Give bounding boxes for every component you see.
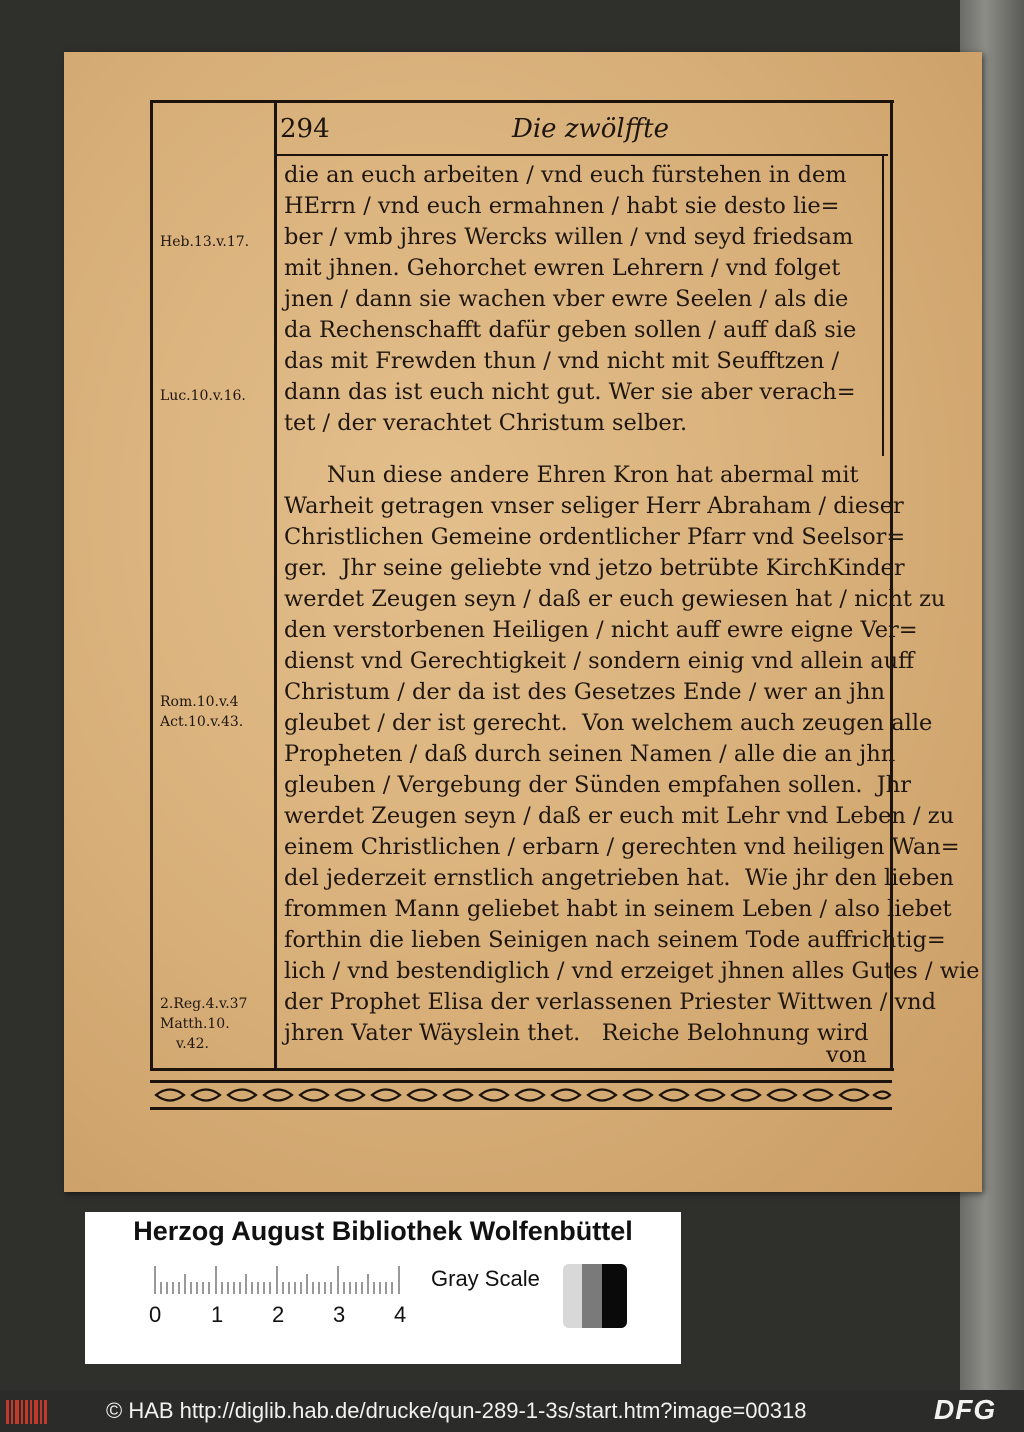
right-inner-rule <box>882 156 884 456</box>
bottom-rule <box>150 1068 894 1071</box>
ruler-number: 2 <box>272 1302 285 1327</box>
body-text-line: ber / vmb jhres Wercks willen / vnd seyd friedsam <box>284 224 854 250</box>
top-rule <box>150 100 894 103</box>
body-text-line: del jederzeit ernstlich angetrieben hat. Wie jhr den lieben <box>284 865 954 891</box>
catchword: von <box>826 1042 867 1068</box>
page-number: 294 <box>280 114 330 144</box>
body-text-line: forthin die lieben Seinigen nach seinem Tode auffrichtig= <box>284 927 946 953</box>
margin-note: v.42. <box>176 1036 209 1052</box>
body-text-line: Christlichen Gemeine ordentlicher Pfarr vnd Seelsor= <box>284 524 906 550</box>
body-text-line: den verstorbenen Heiligen / nicht auff ewre eigne Ver= <box>284 617 918 643</box>
scale-ruler <box>153 1262 423 1294</box>
margin-note: Rom.10.v.4 <box>160 694 239 710</box>
swatch-dark <box>602 1264 627 1328</box>
ruler-number: 0 <box>149 1302 162 1327</box>
body-text-line: Warheit getragen vnser seliger Herr Abraham / dieser <box>284 493 904 519</box>
body-text-line: der Prophet Elisa der verlassenen Priester Wittwen / vnd <box>284 989 937 1015</box>
body-text-line: tet / der verachtet Christum selber. <box>284 410 688 436</box>
body-text-line: HErrn / vnd euch ermahnen / habt sie desto lie= <box>284 193 840 219</box>
margin-divider-rule <box>274 100 277 1070</box>
body-text-line: ger. Jhr seine geliebte vnd jetzo betrübte KirchKinder <box>284 555 905 581</box>
barcode-icon <box>6 1398 48 1426</box>
body-text-line: Christum / der da ist des Gesetzes Ende / wer an jhn <box>284 679 885 705</box>
body-text-line: jnen / dann sie wachen vber ewre Seelen / als die <box>284 286 849 312</box>
header-rule <box>276 154 888 156</box>
body-text-line: die an euch arbeiten / vnd euch fürstehen in dem <box>284 162 847 188</box>
ruler-number: 4 <box>394 1302 407 1327</box>
margin-note: Matth.10. <box>160 1016 230 1032</box>
body-text-line: Nun diese andere Ehren Kron hat abermal mit <box>284 462 859 488</box>
body-text-line: werdet Zeugen seyn / daß er euch gewiesen hat / nicht zu <box>284 586 946 612</box>
body-text-line: da Rechenschafft dafür geben sollen / auff daß sie <box>284 317 857 343</box>
source-credit: © HAB http://diglib.hab.de/drucke/qun-289-1-3s/start.htm?image=00318 <box>106 1398 807 1423</box>
swatch-light <box>563 1264 582 1328</box>
body-text-line: mit jhnen. Gehorchet ewren Lehrern / vnd folget <box>284 255 841 281</box>
left-outer-rule <box>150 100 153 1070</box>
body-text-line: dienst vnd Gerechtigkeit / sondern einig vnd allein auff <box>284 648 915 674</box>
page-header <box>280 110 880 150</box>
swatch-mid <box>582 1264 601 1328</box>
gray-scale-swatches <box>563 1264 627 1328</box>
ruler-number: 3 <box>333 1302 346 1327</box>
body-text-line: werdet Zeugen seyn / daß er euch mit Lehr vnd Leben / zu <box>284 803 955 829</box>
body-text-line: jhren Vater Wäyslein thet. Reiche Belohnung wird <box>284 1020 869 1046</box>
body-text-line: gleuben / Vergebung der Sünden empfahen sollen. Jhr <box>284 772 912 798</box>
body-text-line: frommen Mann geliebet habt in seinem Leben / also liebet <box>284 896 952 922</box>
ornamental-border <box>150 1078 892 1112</box>
margin-note: Heb.13.v.17. <box>160 234 250 250</box>
gray-scale-label: Gray Scale <box>431 1266 540 1291</box>
body-text-line: lich / vnd bestendiglich / vnd erzeiget jhnen alles Gutes / wie <box>284 958 980 984</box>
body-text-line: dann das ist euch nicht gut. Wer sie aber verach= <box>284 379 856 405</box>
running-title: Die zwölffte <box>512 114 669 144</box>
margin-note: 2.Reg.4.v.37 <box>160 996 248 1012</box>
body-text-line: Propheten / daß durch seinen Namen / alle die an jhn <box>284 741 896 767</box>
body-text-line: einem Christlichen / erbarn / gerechten vnd heiligen Wan= <box>284 834 960 860</box>
margin-note: Luc.10.v.16. <box>160 388 246 404</box>
ruler-number: 1 <box>211 1302 224 1327</box>
dfg-logo: DFG <box>934 1394 997 1425</box>
body-text-line: gleubet / der ist gerecht. Von welchem auch zeugen alle <box>284 710 933 736</box>
library-color-target-label <box>85 1212 681 1364</box>
body-text-line: das mit Frewden thun / vnd nicht mit Seufftzen / <box>284 348 840 374</box>
footer-bar <box>0 1392 1024 1432</box>
library-name: Herzog August Bibliothek Wolfenbüttel <box>133 1216 633 1246</box>
margin-note: Act.10.v.43. <box>160 714 244 730</box>
